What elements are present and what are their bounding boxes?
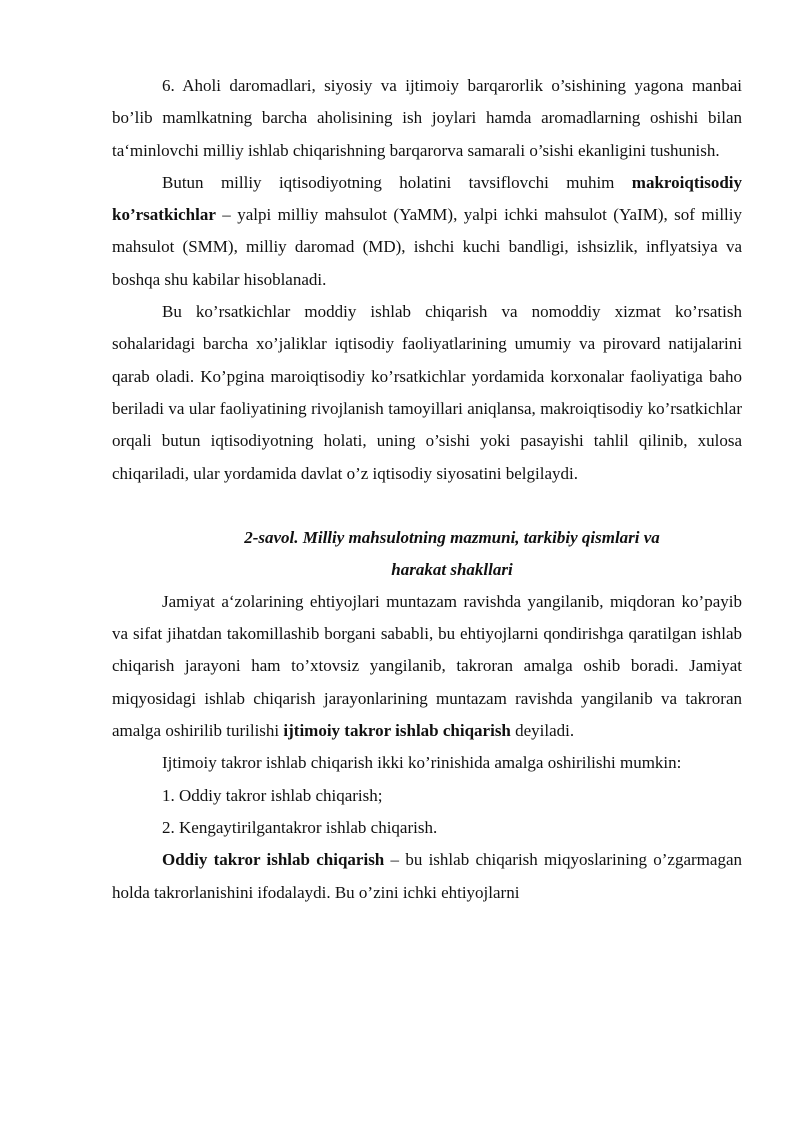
term-social-reproduction: ijtimoiy takror ishlab chiqarish [283, 721, 511, 741]
paragraph-macro-indicators-end: – yalpi milliy mahsulot (YaMM), yalpi ichki mahsulot (YaIM), sof milliy mahsulot (SMM), milliy daromad (MD), ishchi kuchi bandligi, ishsizlik, inflyatsiya va boshqa shu kabilar hisoblanadi. [112, 205, 742, 289]
paragraph-macro-indicators [112, 167, 742, 296]
paragraph-simple-reproduction-text: – bu ishlab chiqarish miqyoslarining o’zgarmagan holda takrorlanishini ifodalaydi. Bu o’zini ichki ehtiyojlarni [112, 850, 742, 902]
paragraph-macro-indicators-start: Butun milliy iqtisodiyotning holatini tavsiflovchi muhim [162, 172, 632, 192]
paragraph-social-reproduction [112, 586, 742, 747]
list-item-simple-reproduction: 1. Oddiy takror ishlab chiqarish; [162, 785, 383, 805]
term-simple-reproduction: Oddiy takror ishlab chiqarish [162, 850, 385, 870]
paragraph-indicators-scope: Bu ko’rsatkichlar moddiy ishlab chiqarish va nomoddiy xizmat ko’rsatish sohalaridagi barcha xo’jaliklar iqtisodiy faoliyatlarining umumiy va pirovard natijalarini qarab oladi. Ko’pgina maroiqtisodiy ko’rsatkichlar yordamida korxonalar faoliyatiga baho beriladi va ular faoliyatining rivojlanish tamoyillari aniqlansa, makroiqtisodiy ko’rsatkichlar orqali butun iqtisodiyotning holati, uning o’sishi yoki pasayishi tahlil qilinib, xulosa chiqariladi, ular yordamida davlat o’z iqtisodiy siyosatini belgilaydi. [112, 302, 742, 483]
paragraph-social-reproduction-start: Jamiyat a‘zolarining ehtiyojlari muntazam ravishda yangilanib, miqdoran ko’payib va sifat jihatdan takomillashib borgani sababli, bu ehtiyojlarni qondirishga qaratilgan ishlab chiqarish jarayoni ham to’xtovsiz yangilanib, takroran amalga oshib boradi. Jamiyat miqyosidagi ishlab chiqarish jarayonlarining muntazam ravishda yangilanib va takroran amalga oshirilib turilishi [112, 591, 742, 741]
paragraph-simple-reproduction-definition [112, 844, 742, 909]
paragraph-reproduction-forms: Ijtimoiy takror ishlab chiqarish ikki ko’rinishida amalga oshirilishi mumkin: [162, 753, 682, 773]
list-item-extended-reproduction: 2. Kengaytirilgantakror ishlab chiqarish. [162, 817, 438, 837]
section-heading-line-2: harakat shakllari [391, 559, 513, 579]
section-heading [112, 522, 742, 586]
term-macroeconomic-indicators: makroiqtisodiy ko’rsatkichlar [112, 172, 742, 225]
section-heading-line-1: 2-savol. Milliy mahsulotning mazmuni, tarkibiy qismlari va [244, 527, 660, 547]
paragraph-income-growth: 6. Aholi daromadlari, siyosiy va ijtimoiy barqarorlik o’sishining yagona manbai bo’lib mamlkatning barcha aholisining ish joylari hamda aromadlarning oshishi bilan ta‘minlovchi milliy ishlab chiqarishning barqarorva samarali o’sishi ekanligini tushunish. [112, 76, 742, 160]
paragraph-social-reproduction-end: deyiladi. [510, 721, 575, 741]
document-page [112, 70, 742, 909]
